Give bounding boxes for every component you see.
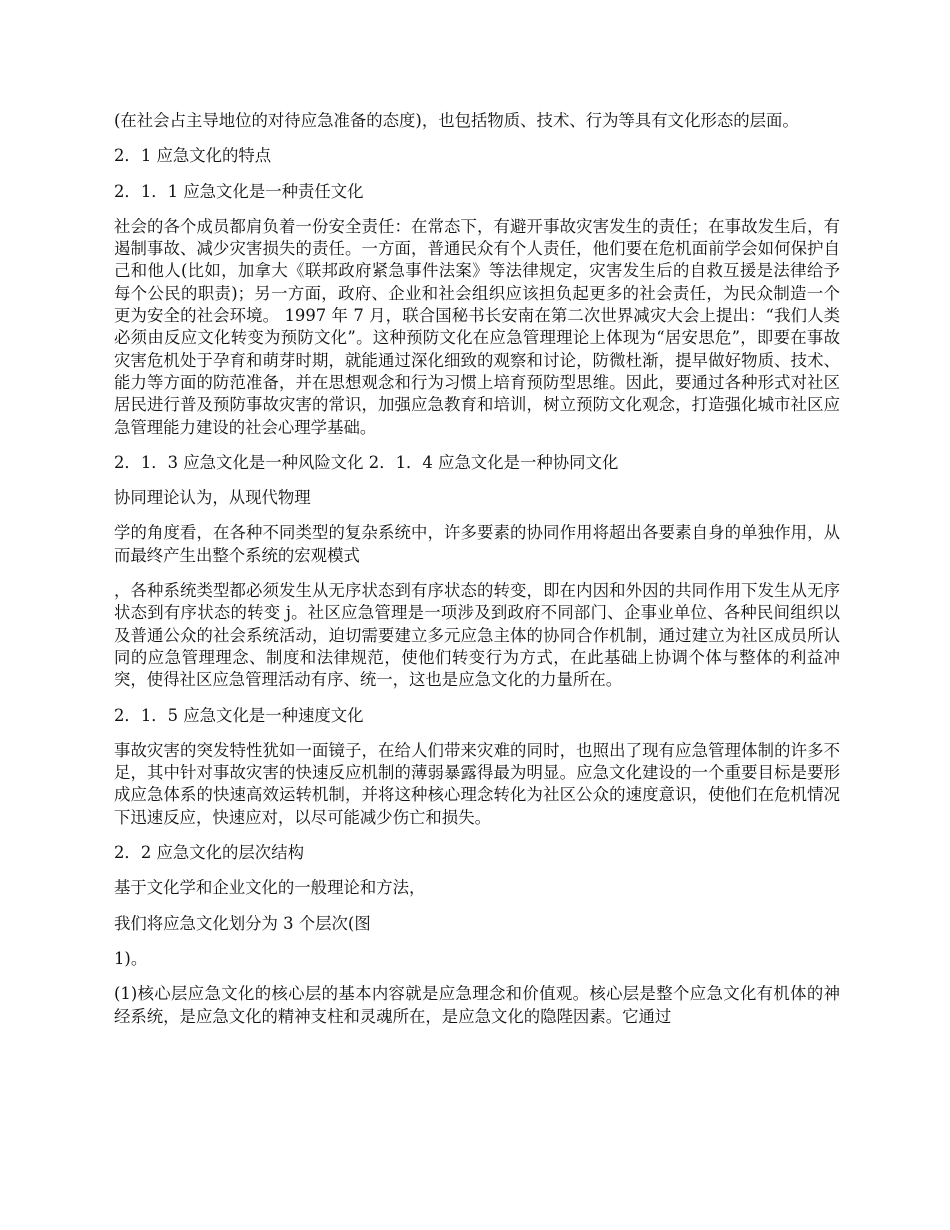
paragraph-core-layer: (1)核心层应急文化的核心层的基本内容就是应急理念和价值观。核心层是整个应急文化有机体的神经系统，是应急文化的精神支柱和灵魂所在，是应急文化的隐陛因素。它通过 bbox=[114, 984, 840, 1026]
paragraph-synergy-theory-start: 协同理论认为，从现代物理 bbox=[114, 488, 311, 508]
paragraph-figure-reference: 1)。 bbox=[114, 948, 148, 968]
paragraph-intro-continued: (在社会占主导地位的对待应急准备的态度)，也包括物质、技术、行为等具有文化形态的层面。 bbox=[114, 111, 799, 130]
paragraph-layer-basis: 基于文化学和企业文化的一般理论和方法， bbox=[114, 878, 426, 898]
section-heading-2-1-3-and-2-1-4: 2．1．3 应急文化是一种风险文化 2．1．4 应急文化是一种协同文化 bbox=[114, 452, 619, 472]
paragraph-responsibility-culture: 社会的各个成员都肩负着一份安全责任：在常态下，有避开事故灾害发生的责任；在事故发生后，有遏制事故、减少灾害损失的责任。一方面，普通民众有个人责任，他们要在危机面前学会如何保护自己和他人(比如，加拿大《联邦政府紧急事件法案》等法律规定，灾害发生后的自救互援是法律给予每个公民的职责)；另一方面，政府、企业和社会组织应该担负起更多的社会责任，为民众制造一个更为安全的社会环境。 1997 年 7 月，联合国秘书长安南在第二次世界减灾大会上提出：“我们人类必须由反应文化转变为预防文化”。这种预防文化在应急管理理论上体现为“居安思危”，即要在事故灾害危机处于孕育和萌芽时期，就能通过深化细致的观察和讨论，防微杜渐，提早做好物质、技术、能力等方面的防范准备，并在思想观念和行为习惯上培育预防型思维。因此，要通过各种形式对社区居民进行普及预防事故灾害的常识，加强应急教育和培训，树立预防文化观念，打造强化城市社区应急管理能力建设的社会心理学基础。 bbox=[114, 216, 840, 437]
section-heading-2-1-1: 2．1．1 应急文化是一种责任文化 bbox=[114, 181, 364, 201]
section-heading-2-1-5: 2．1．5 应急文化是一种速度文化 bbox=[114, 705, 364, 725]
paragraph-layer-division: 我们将应急文化划分为 3 个层次(图 bbox=[114, 913, 371, 933]
section-heading-2-1: 2．1 应急文化的特点 bbox=[114, 146, 272, 166]
document-page bbox=[114, 110, 840, 1041]
section-heading-2-2: 2．2 应急文化的层次结构 bbox=[114, 843, 304, 863]
paragraph-synergy-system: ，各种系统类型都必须发生从无序状态到有序状态的转变，即在内因和外因的共同作用下发生从无序状态到有序状态的转变 j。社区应急管理是一项涉及到政府不同部门、企事业单位、各种民间组织以及普通公众的社会系统活动，迫切需要建立多元应急主体的协同合作机制，通过建立为社区成员所认同的应急管理理念、制度和法律规范，使他们转变行为方式，在此基础上协调个体与整体的利益冲突，使得社区应急管理活动有序、统一，这也是应急文化的力量所在。 bbox=[114, 581, 840, 690]
paragraph-synergy-physics: 学的角度看，在各种不同类型的复杂系统中，许多要素的协同作用将超出各要素自身的单独作用，从而最终产生出整个系统的宏观模式 bbox=[114, 523, 840, 565]
paragraph-speed-culture: 事故灾害的突发特性犹如一面镜子，在给人们带来灾难的同时，也照出了现有应急管理体制的许多不足，其中针对事故灾害的快速反应机制的薄弱暴露得最为明显。应急文化建设的一个重要目标是要形成应急体系的快速高效运转机制，并将这种核心理念转化为社区公众的速度意识，使他们在危机情况下迅速反应，快速应对，以尽可能减少伤亡和损失。 bbox=[114, 740, 840, 827]
